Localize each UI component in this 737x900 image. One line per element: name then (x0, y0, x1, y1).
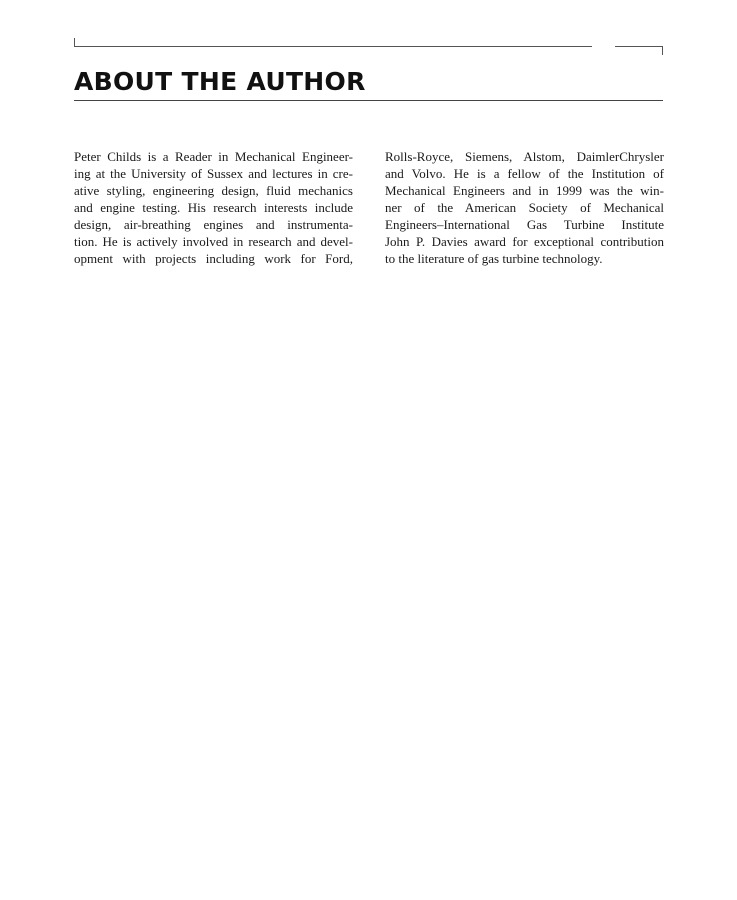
text-line: ative styling, engineering design, fluid mechanics (74, 183, 353, 198)
text-line: design, air-breathing engines and instrumenta- (74, 217, 353, 232)
text-line: Engineers–International Gas Turbine Institute (385, 217, 664, 232)
header-rule-right (615, 46, 663, 47)
text-line: and Volvo. He is a fellow of the Institution of (385, 166, 664, 181)
page-title: ABOUT THE AUTHOR (74, 67, 366, 96)
text-line: Peter Childs is a Reader in Mechanical Engineer- (74, 149, 353, 164)
text-column-left (74, 148, 353, 267)
text-line: tion. He is actively involved in research and devel- (74, 234, 353, 249)
crop-mark-right (662, 46, 663, 55)
text-line: ner of the American Society of Mechanical (385, 200, 664, 215)
text-line: John P. Davies award for exceptional contribution (385, 234, 664, 249)
text-line: Rolls-Royce, Siemens, Alstom, DaimlerChrysler (385, 149, 664, 164)
text-column-right (385, 148, 664, 267)
text-line: Mechanical Engineers and in 1999 was the win- (385, 183, 664, 198)
text-line: opment with projects including work for Ford, (74, 251, 353, 266)
text-line: to the literature of gas turbine technology. (385, 251, 603, 266)
header-rule-left (74, 46, 592, 47)
text-line: ing at the University of Sussex and lectures in cre- (74, 166, 353, 181)
crop-mark-left (74, 38, 75, 46)
text-line: and engine testing. His research interests include (74, 200, 353, 215)
title-underline (74, 100, 663, 101)
